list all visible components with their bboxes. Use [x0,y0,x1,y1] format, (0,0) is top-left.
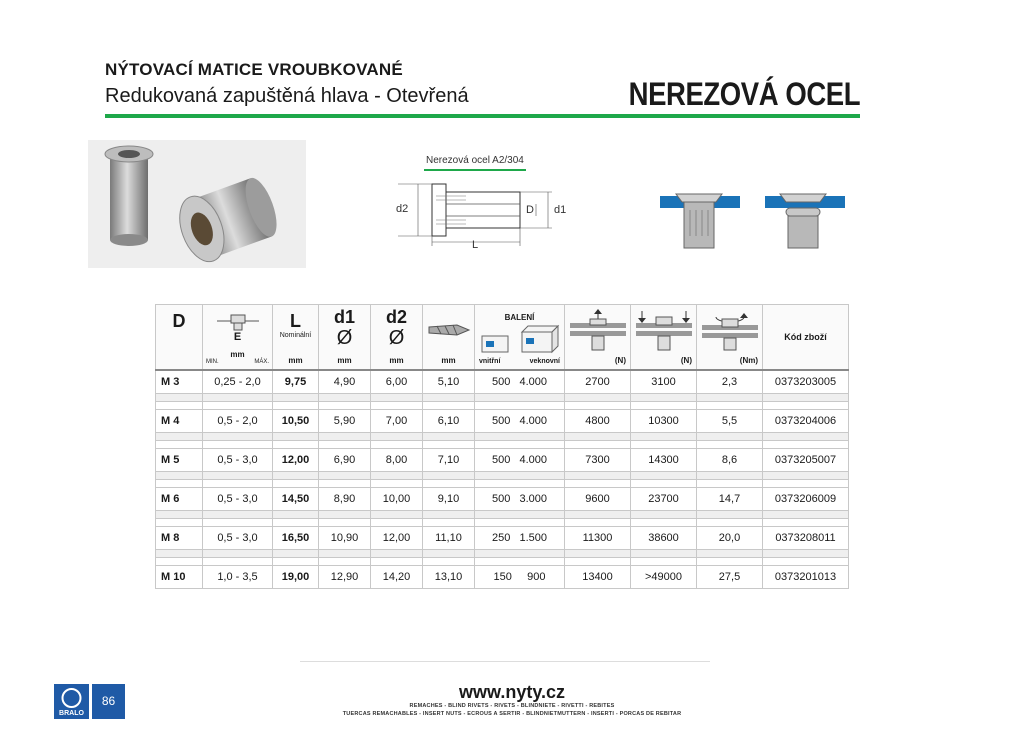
col-drill: mm [423,305,475,371]
nut-upright-icon [105,146,153,246]
nut-tilted-icon [171,171,284,267]
page-number: 86 [92,684,125,719]
table-row: M 4 0,5 - 2,0 10,50 5,90 7,00 6,10 500 4.000 4800 10300 5,5 0373204006 [156,410,849,433]
col-pullout-force: (N) [565,305,631,371]
table-header-row [156,305,849,371]
material-heading: NEREZOVÁ OCEL [628,76,860,112]
col-pushout-force: (N) [631,305,697,371]
product-photo [88,140,306,268]
footer-tagline-1: REMACHES - BLIND RIVETS - RIVETS - BLINDNIETE - RIVETTI - REBITES [409,703,615,709]
label-L: L [472,239,479,250]
col-d1: d1 Ø mm [319,305,371,371]
col-torque: (Nm) [697,305,763,371]
col-code: Kód zboží [763,305,849,371]
table-row: M 5 0,5 - 3,0 12,00 6,90 8,00 7,10 500 4.000 7300 14300 8,6 0373205007 [156,449,849,472]
label-d1: d1 [554,204,567,216]
table-row: M 10 1,0 - 3,5 19,00 12,90 14,20 13,10 150 900 13400 >49000 27,5 0373201013 [156,566,849,589]
material-note-rule [424,169,526,171]
torque-icon [700,309,760,353]
footer-rule [300,661,710,662]
col-D: D [156,305,203,371]
table-row: M 8 0,5 - 3,0 16,50 10,90 12,00 11,10 250 1.500 11300 38600 20,0 0373208011 [156,527,849,550]
page-subtitle: Redukovaná zapuštěná hlava - Otevřená [105,85,469,107]
material-note: Nerezová ocel A2/304 [426,155,524,166]
col-baleni: BALENÍ vnitřní veknovní [475,305,565,371]
website-link[interactable]: www.nyty.cz [458,682,566,702]
footer-tagline-2: TUERCAS REMACHABLES - INSERT NUTS - ECROUS A SERTIR - BLINDNIETMUTTERN - INSERTI - PORCAS DE REBITAR [342,711,682,717]
col-E: E MIN. mm MÁX. [203,305,273,371]
label-D: D [526,204,534,216]
label-d2: d2 [396,203,409,215]
svg-text:BRALO: BRALO [59,710,84,717]
installation-illustration [660,186,850,258]
technical-drawing [388,176,578,250]
nut-before-icon [660,194,740,248]
pullout-force-icon [568,309,628,353]
header-rule [105,114,860,118]
package-icons [478,324,562,354]
grip-range-icon [213,311,263,331]
table-row: M 6 0,5 - 3,0 14,50 8,90 10,00 9,10 500 3.000 9600 23700 14,7 0373206009 [156,488,849,511]
page-title: NÝTOVACÍ MATICE VROUBKOVANÉ [105,60,403,79]
col-d2: d2 Ø mm [371,305,423,371]
pushout-force-icon [634,309,694,353]
nut-after-icon [765,194,845,248]
drill-bit-icon [427,321,471,339]
table-row: M 3 0,25 - 2,0 9,75 4,90 6,00 5,10 500 4.000 2700 3100 2,3 0373203005 [156,370,849,394]
col-L: L Nominální mm [273,305,319,371]
spec-table [155,304,849,589]
